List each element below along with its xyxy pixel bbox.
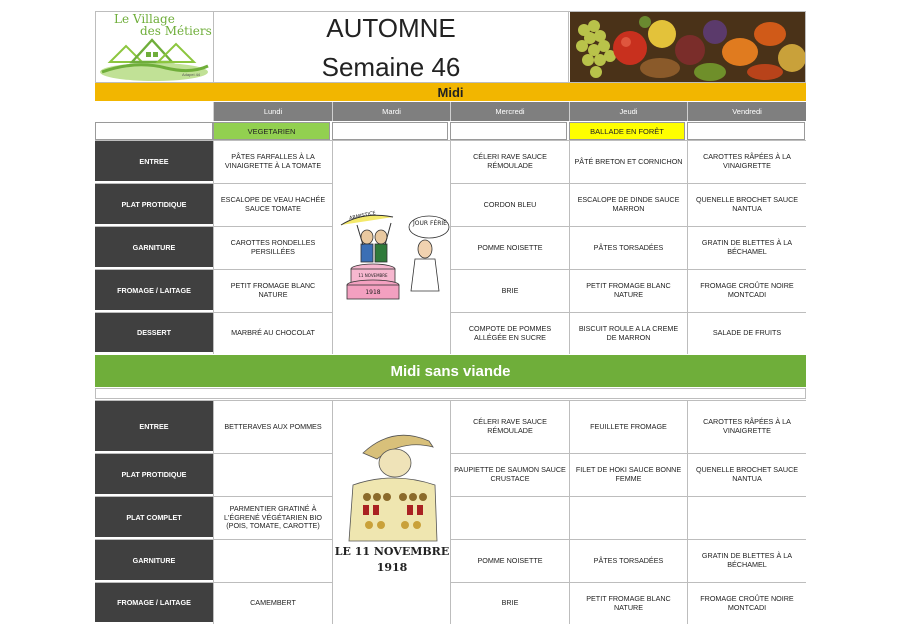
- sv-lundi-plat-complet: PARMENTIER GRATINÉ À L'ÉGRENÉ VÉGÉTARIEN BIO (POIS, TOMATE, CAROTTE): [213, 496, 332, 539]
- midi-row-label-plat: PLAT PROTIDIQUE: [95, 183, 213, 226]
- cake-year-text: 1918: [365, 289, 381, 296]
- midi-vendredi-dessert: SALADE DE FRUITS: [687, 312, 806, 354]
- fruits-icon: [570, 12, 805, 82]
- logo-line1: Le Village: [114, 12, 175, 26]
- midi-lundi-dessert: MARBRÉ AU CHOCOLAT: [213, 312, 332, 354]
- sv-vendredi-fromage: FROMAGE CROÛTE NOIRE MONTCADI: [687, 582, 806, 624]
- midi-row-label-dessert: DESSERT: [95, 312, 213, 354]
- sv-lundi-fromage: CAMEMBERT: [213, 582, 332, 624]
- midi-vendredi-plat: QUENELLE BROCHET SAUCE NANTUA: [687, 183, 806, 226]
- midi-lundi-fromage: PETIT FROMAGE BLANC NATURE: [213, 269, 332, 312]
- page-title: AUTOMNE: [326, 13, 456, 43]
- sv-row-label-entree: ENTREE: [95, 400, 213, 453]
- midi-vendredi-garniture: GRATIN DE BLETTES À LA BÉCHAMEL: [687, 226, 806, 269]
- midi-mercredi-plat: CORDON BLEU: [450, 183, 569, 226]
- midi-lundi-entree: PÂTES FARFALLES À LA VINAIGRETTE À LA TOMATE: [213, 140, 332, 183]
- sv-lundi-plat: [213, 453, 332, 496]
- midi-lundi-plat: ESCALOPE DE VEAU HACHÉE SAUCE TOMATE: [213, 183, 332, 226]
- mardi-armistice-cartoon: [332, 140, 450, 354]
- poster-line1: LE 11 NOVEMBRE: [334, 545, 450, 558]
- sv-mercredi-plat-complet: [450, 496, 569, 539]
- header-divider-right: [568, 11, 569, 83]
- armistice-banner-text: ARMISTICE: [348, 210, 377, 222]
- sv-jeudi-garniture: PÂTES TORSADÉES: [569, 539, 687, 582]
- section-header-midi: [95, 83, 806, 101]
- mardi-armistice-poster: [332, 400, 450, 624]
- sv-jeudi-plat-complet: [569, 496, 687, 539]
- logo-line2: des Métiers: [140, 24, 212, 38]
- sv-jeudi-entree: FEUILLETE FROMAGE: [569, 400, 687, 453]
- midi-jeudi-entree: PÂTÉ BRETON ET CORNICHON: [569, 140, 687, 183]
- section-title-sans-viande: Midi sans viande: [390, 362, 511, 380]
- page-subtitle: Semaine 46: [321, 52, 461, 82]
- day-header-lundi: Lundi: [213, 102, 332, 121]
- midi-row-label-fromage: FROMAGE / LAITAGE: [95, 269, 213, 312]
- sv-row-label-garniture: GARNITURE: [95, 539, 213, 582]
- midi-lundi-garniture: CAROTTES RONDELLES PERSILLÉES: [213, 226, 332, 269]
- sv-mercredi-plat: PAUPIETTE DE SAUMON SAUCE CRUSTACE: [450, 453, 569, 496]
- sv-vendredi-plat: QUENELLE BROCHET SAUCE NANTUA: [687, 453, 806, 496]
- autumn-fruits-image: [570, 12, 805, 82]
- theme-lundi: VEGETARIEN: [213, 122, 330, 140]
- midi-mercredi-dessert: COMPOTE DE POMMES ALLÉGÉE EN SUCRE: [450, 312, 569, 354]
- midi-jeudi-plat: ESCALOPE DE DINDE SAUCE MARRON: [569, 183, 687, 226]
- sv-vendredi-garniture: GRATIN DE BLETTES À LA BÉCHAMEL: [687, 539, 806, 582]
- midi-vendredi-fromage: FROMAGE CROÛTE NOIRE MONTCADI: [687, 269, 806, 312]
- sv-vendredi-plat-complet: [687, 496, 806, 539]
- logo-small-text: Adapei 44: [182, 72, 201, 77]
- sv-mercredi-garniture: POMME NOISETTE: [450, 539, 569, 582]
- midi-vendredi-entree: CAROTTES RÂPÉES À LA VINAIGRETTE: [687, 140, 806, 183]
- theme-vendredi: [687, 122, 805, 140]
- theme-jeudi: BALLADE EN FORÊT: [569, 122, 685, 140]
- midi-jeudi-fromage: PETIT FROMAGE BLANC NATURE: [569, 269, 687, 312]
- sv-lundi-garniture: [213, 539, 332, 582]
- midi-row-label-entree: ENTREE: [95, 140, 213, 183]
- jour-ferie-text: JOUR FÉRIÉ: [413, 220, 447, 227]
- sv-jeudi-fromage: PETIT FROMAGE BLANC NATURE: [569, 582, 687, 624]
- sv-jeudi-plat: FILET DE HOKI SAUCE BONNE FEMME: [569, 453, 687, 496]
- section-header-sans-viande: [95, 355, 806, 387]
- sv-row-label-plat-complet: PLAT COMPLET: [95, 496, 213, 539]
- sv-lundi-entree: BETTERAVES AUX POMMES: [213, 400, 332, 453]
- armistice-cartoon-icon: [333, 141, 451, 355]
- day-header-mardi: Mardi: [332, 102, 450, 121]
- sans-viande-spacer-row: [95, 388, 806, 399]
- day-header-mercredi: Mercredi: [450, 102, 569, 121]
- logo: [96, 12, 212, 82]
- midi-jeudi-garniture: PÂTES TORSADÉES: [569, 226, 687, 269]
- sv-vendredi-entree: CAROTTES RÂPÉES À LA VINAIGRETTE: [687, 400, 806, 453]
- theme-mercredi: [450, 122, 567, 140]
- day-header-vendredi: Vendredi: [687, 102, 806, 121]
- midi-mercredi-garniture: POMME NOISETTE: [450, 226, 569, 269]
- section-title-midi: Midi: [437, 84, 464, 100]
- day-header-jeudi: Jeudi: [569, 102, 687, 121]
- theme-mardi: [332, 122, 448, 140]
- sv-row-label-fromage: FROMAGE / LAITAGE: [95, 582, 213, 624]
- poster-line2: 1918: [376, 561, 408, 574]
- soldier-poster-icon: [333, 401, 451, 625]
- sv-row-label-plat: PLAT PROTIDIQUE: [95, 453, 213, 496]
- midi-mercredi-entree: CÉLERI RAVE SAUCE RÉMOULADE: [450, 140, 569, 183]
- midi-row-label-garniture: GARNITURE: [95, 226, 213, 269]
- cake-date-text: 11 NOVEMBRE: [358, 273, 388, 278]
- midi-jeudi-dessert: BISCUIT ROULE A LA CREME DE MARRON: [569, 312, 687, 354]
- sv-mercredi-entree: CÉLERI RAVE SAUCE RÉMOULADE: [450, 400, 569, 453]
- midi-mercredi-fromage: BRIE: [450, 269, 569, 312]
- theme-blank-label: [95, 122, 213, 140]
- sv-mercredi-fromage: BRIE: [450, 582, 569, 624]
